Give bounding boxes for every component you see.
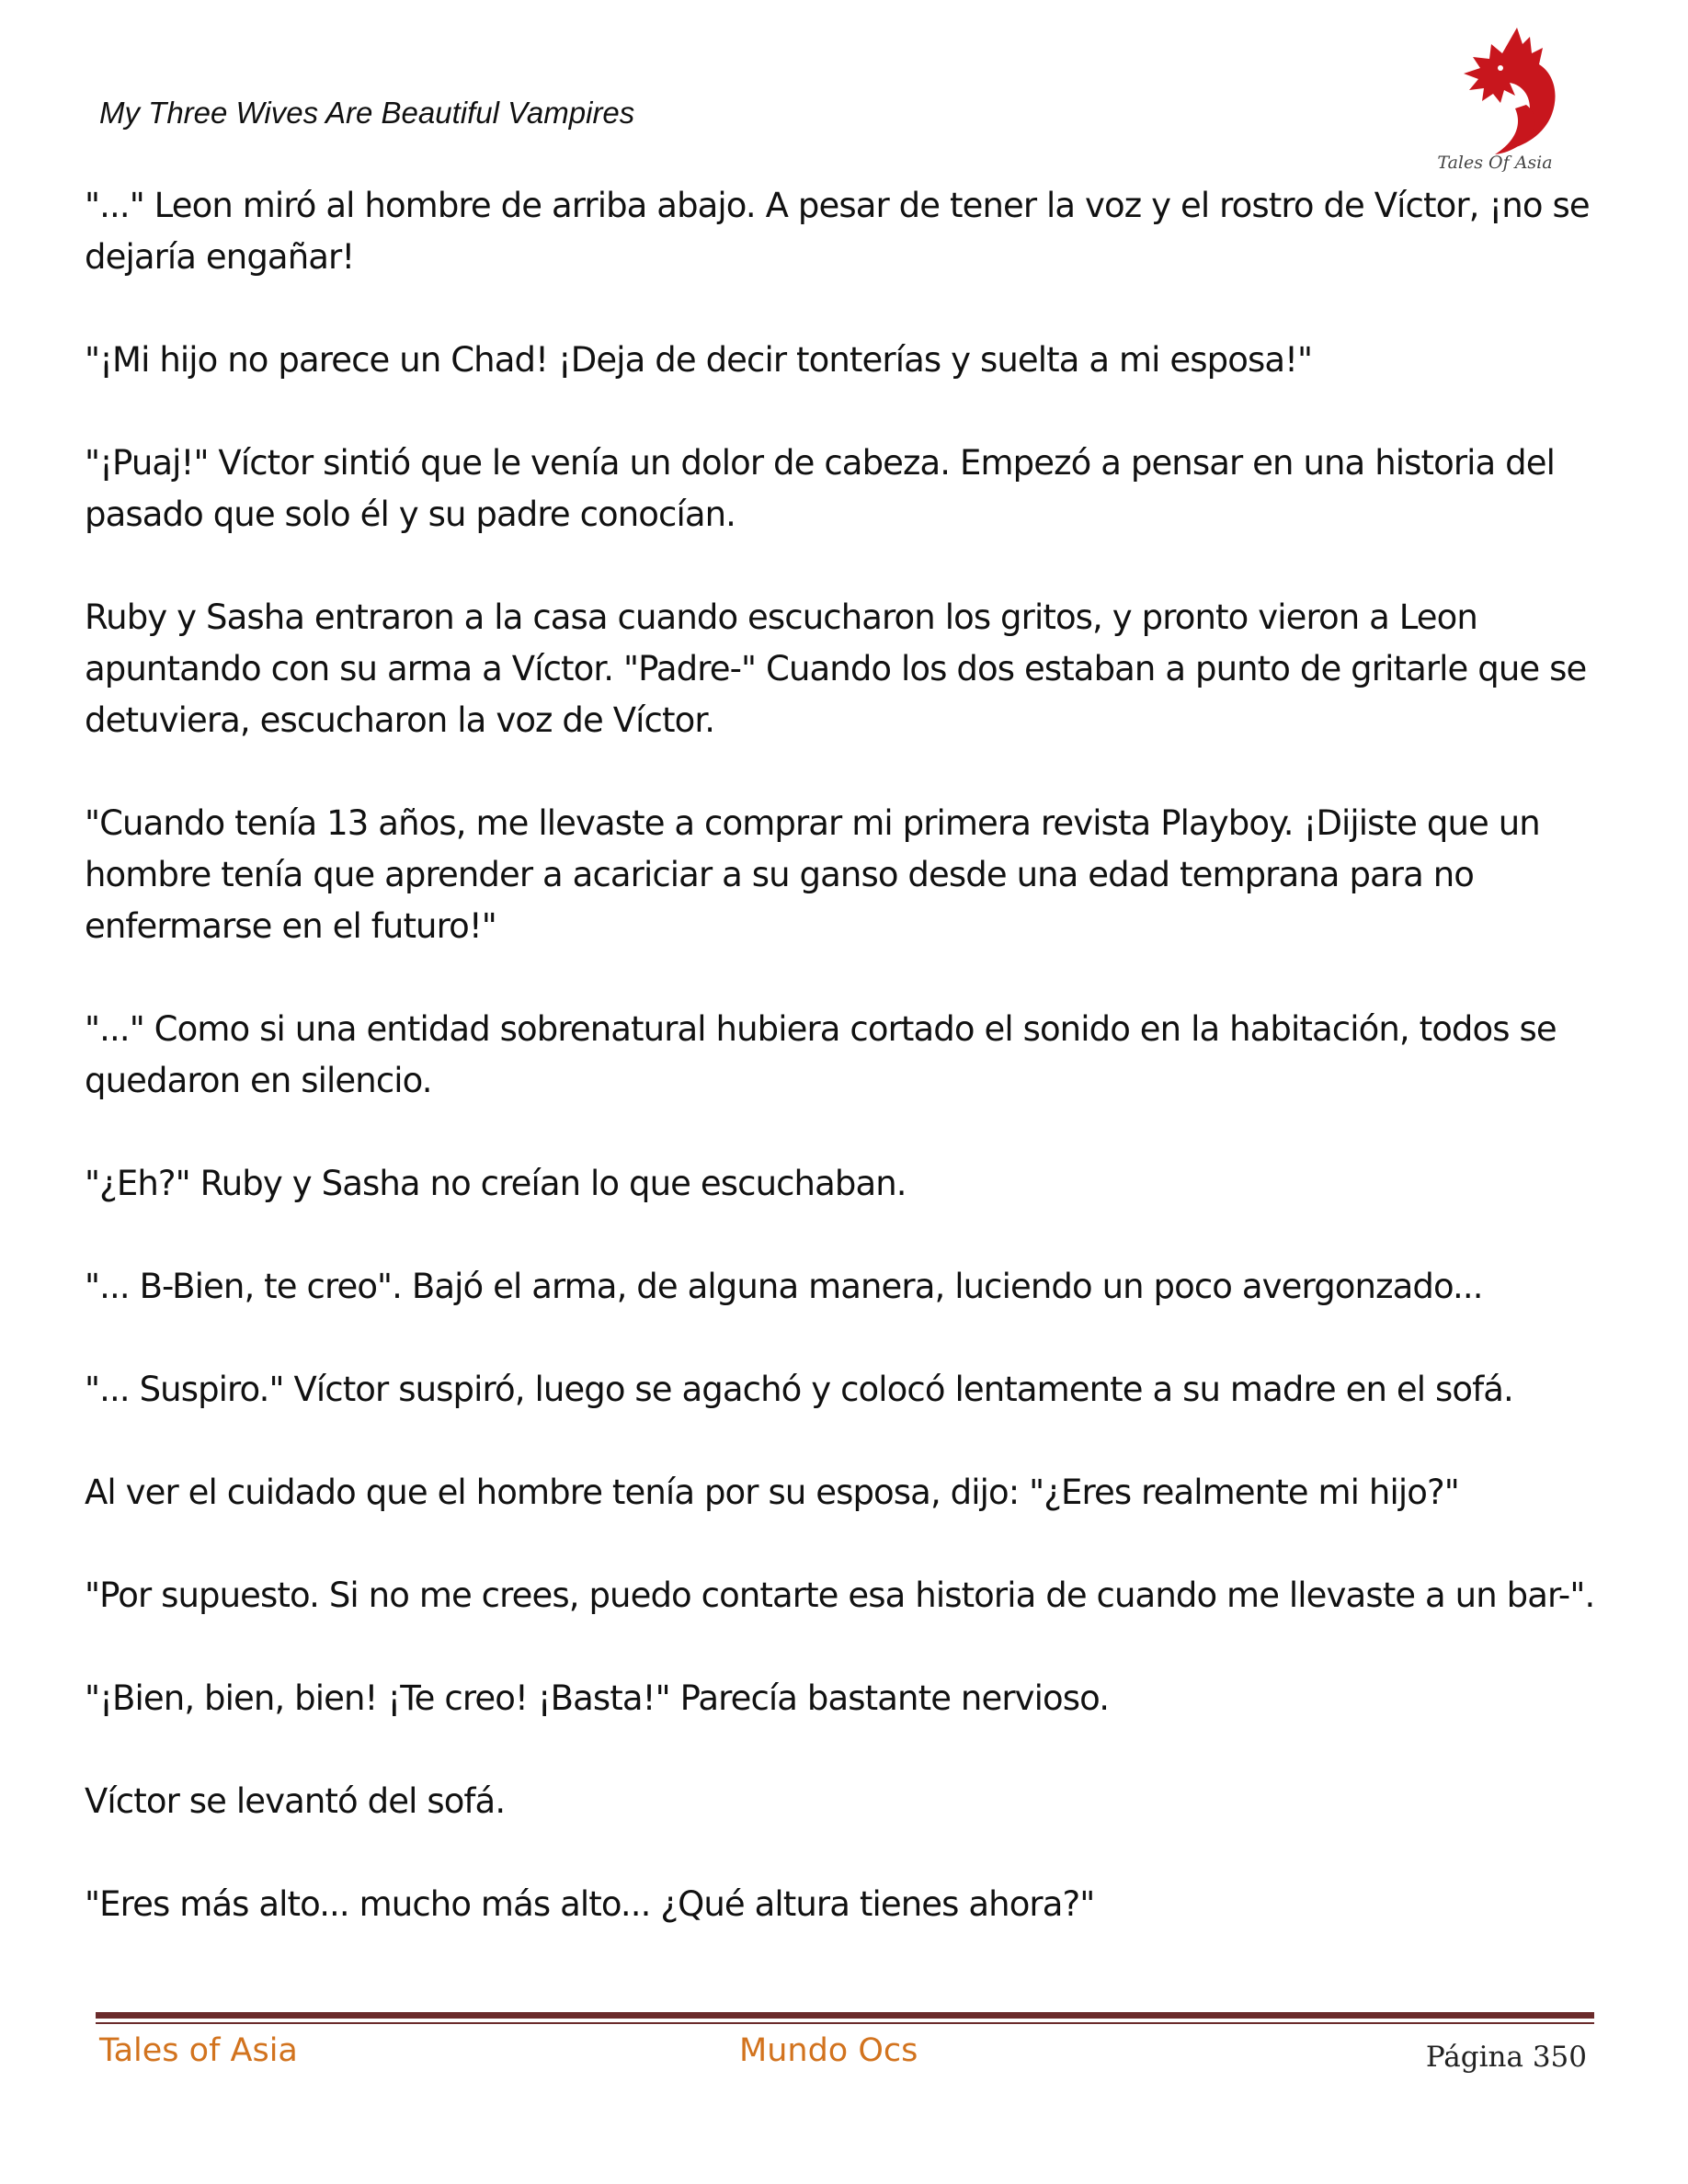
paragraph: "Por supuesto. Si no me crees, puedo contarte esa historia de cuando me llevaste a un bar-".: [85, 1575, 1595, 1615]
footer-site-name: Tales of Asia: [99, 2032, 298, 2069]
paragraph: "... B-Bien, te creo". Bajó el arma, de alguna manera, luciendo un poco avergonzado...: [85, 1267, 1483, 1306]
footer-divider-thin: [96, 2022, 1594, 2024]
paragraph: "..." Leon miró al hombre de arriba abajo. A pesar de tener la voz y el rostro de Víctor, ¡no se dejaría engañar!: [85, 186, 1590, 277]
paragraph: "¿Eh?" Ruby y Sasha no creían lo que escuchaban.: [85, 1164, 907, 1203]
paragraph: "¡Bien, bien, bien! ¡Te creo! ¡Basta!" Parecía bastante nervioso.: [85, 1678, 1110, 1718]
dragon-body: [1464, 28, 1556, 151]
paragraph: "¡Mi hijo no parece un Chad! ¡Deja de decir tonterías y suelta a mi esposa!": [85, 340, 1313, 380]
paragraph: "Cuando tenía 13 años, me llevaste a comprar mi primera revista Playboy. ¡Dijiste que un hombre tenía que aprender a acariciar a su ganso desde una edad temprana para no enfermarse en el futuro!": [85, 803, 1540, 946]
chapter-body: [85, 180, 1611, 1982]
dragon-eye: [1498, 65, 1503, 71]
dragon-tail: [1495, 105, 1535, 154]
paragraph: "... Suspiro." Víctor suspiró, luego se agachó y colocó lentamente a su madre en el sofá.: [85, 1370, 1513, 1409]
paragraph: "..." Como si una entidad sobrenatural hubiera cortado el sonido en la habitación, todos se quedaron en silencio.: [85, 1009, 1557, 1100]
footer-divider: [96, 2012, 1594, 2019]
paragraph: Víctor se levantó del sofá.: [85, 1781, 506, 1821]
paragraph: "Eres más alto... mucho más alto... ¿Qué altura tienes ahora?": [85, 1884, 1095, 1924]
paragraph: Ruby y Sasha entraron a la casa cuando escucharon los gritos, y pronto vieron a Leon apuntando con su arma a Víctor. "Padre-" Cuando los dos estaban a punto de gritarle que se detuviera, escucharon la voz de Víctor.: [85, 597, 1587, 740]
book-title: My Three Wives Are Beautiful Vampires: [99, 96, 635, 130]
paragraph: "¡Puaj!" Víctor sintió que le venía un dolor de cabeza. Empezó a pensar en una historia del pasado que solo él y su padre conocían.: [85, 443, 1555, 534]
page-number: Página 350: [1425, 2041, 1587, 2074]
logo-text: Tales Of Asia: [1437, 153, 1553, 173]
paragraph: Al ver el cuidado que el hombre tenía por su esposa, dijo: "¿Eres realmente mi hijo?": [85, 1473, 1459, 1512]
footer-section-name: Mundo Ocs: [739, 2032, 918, 2069]
